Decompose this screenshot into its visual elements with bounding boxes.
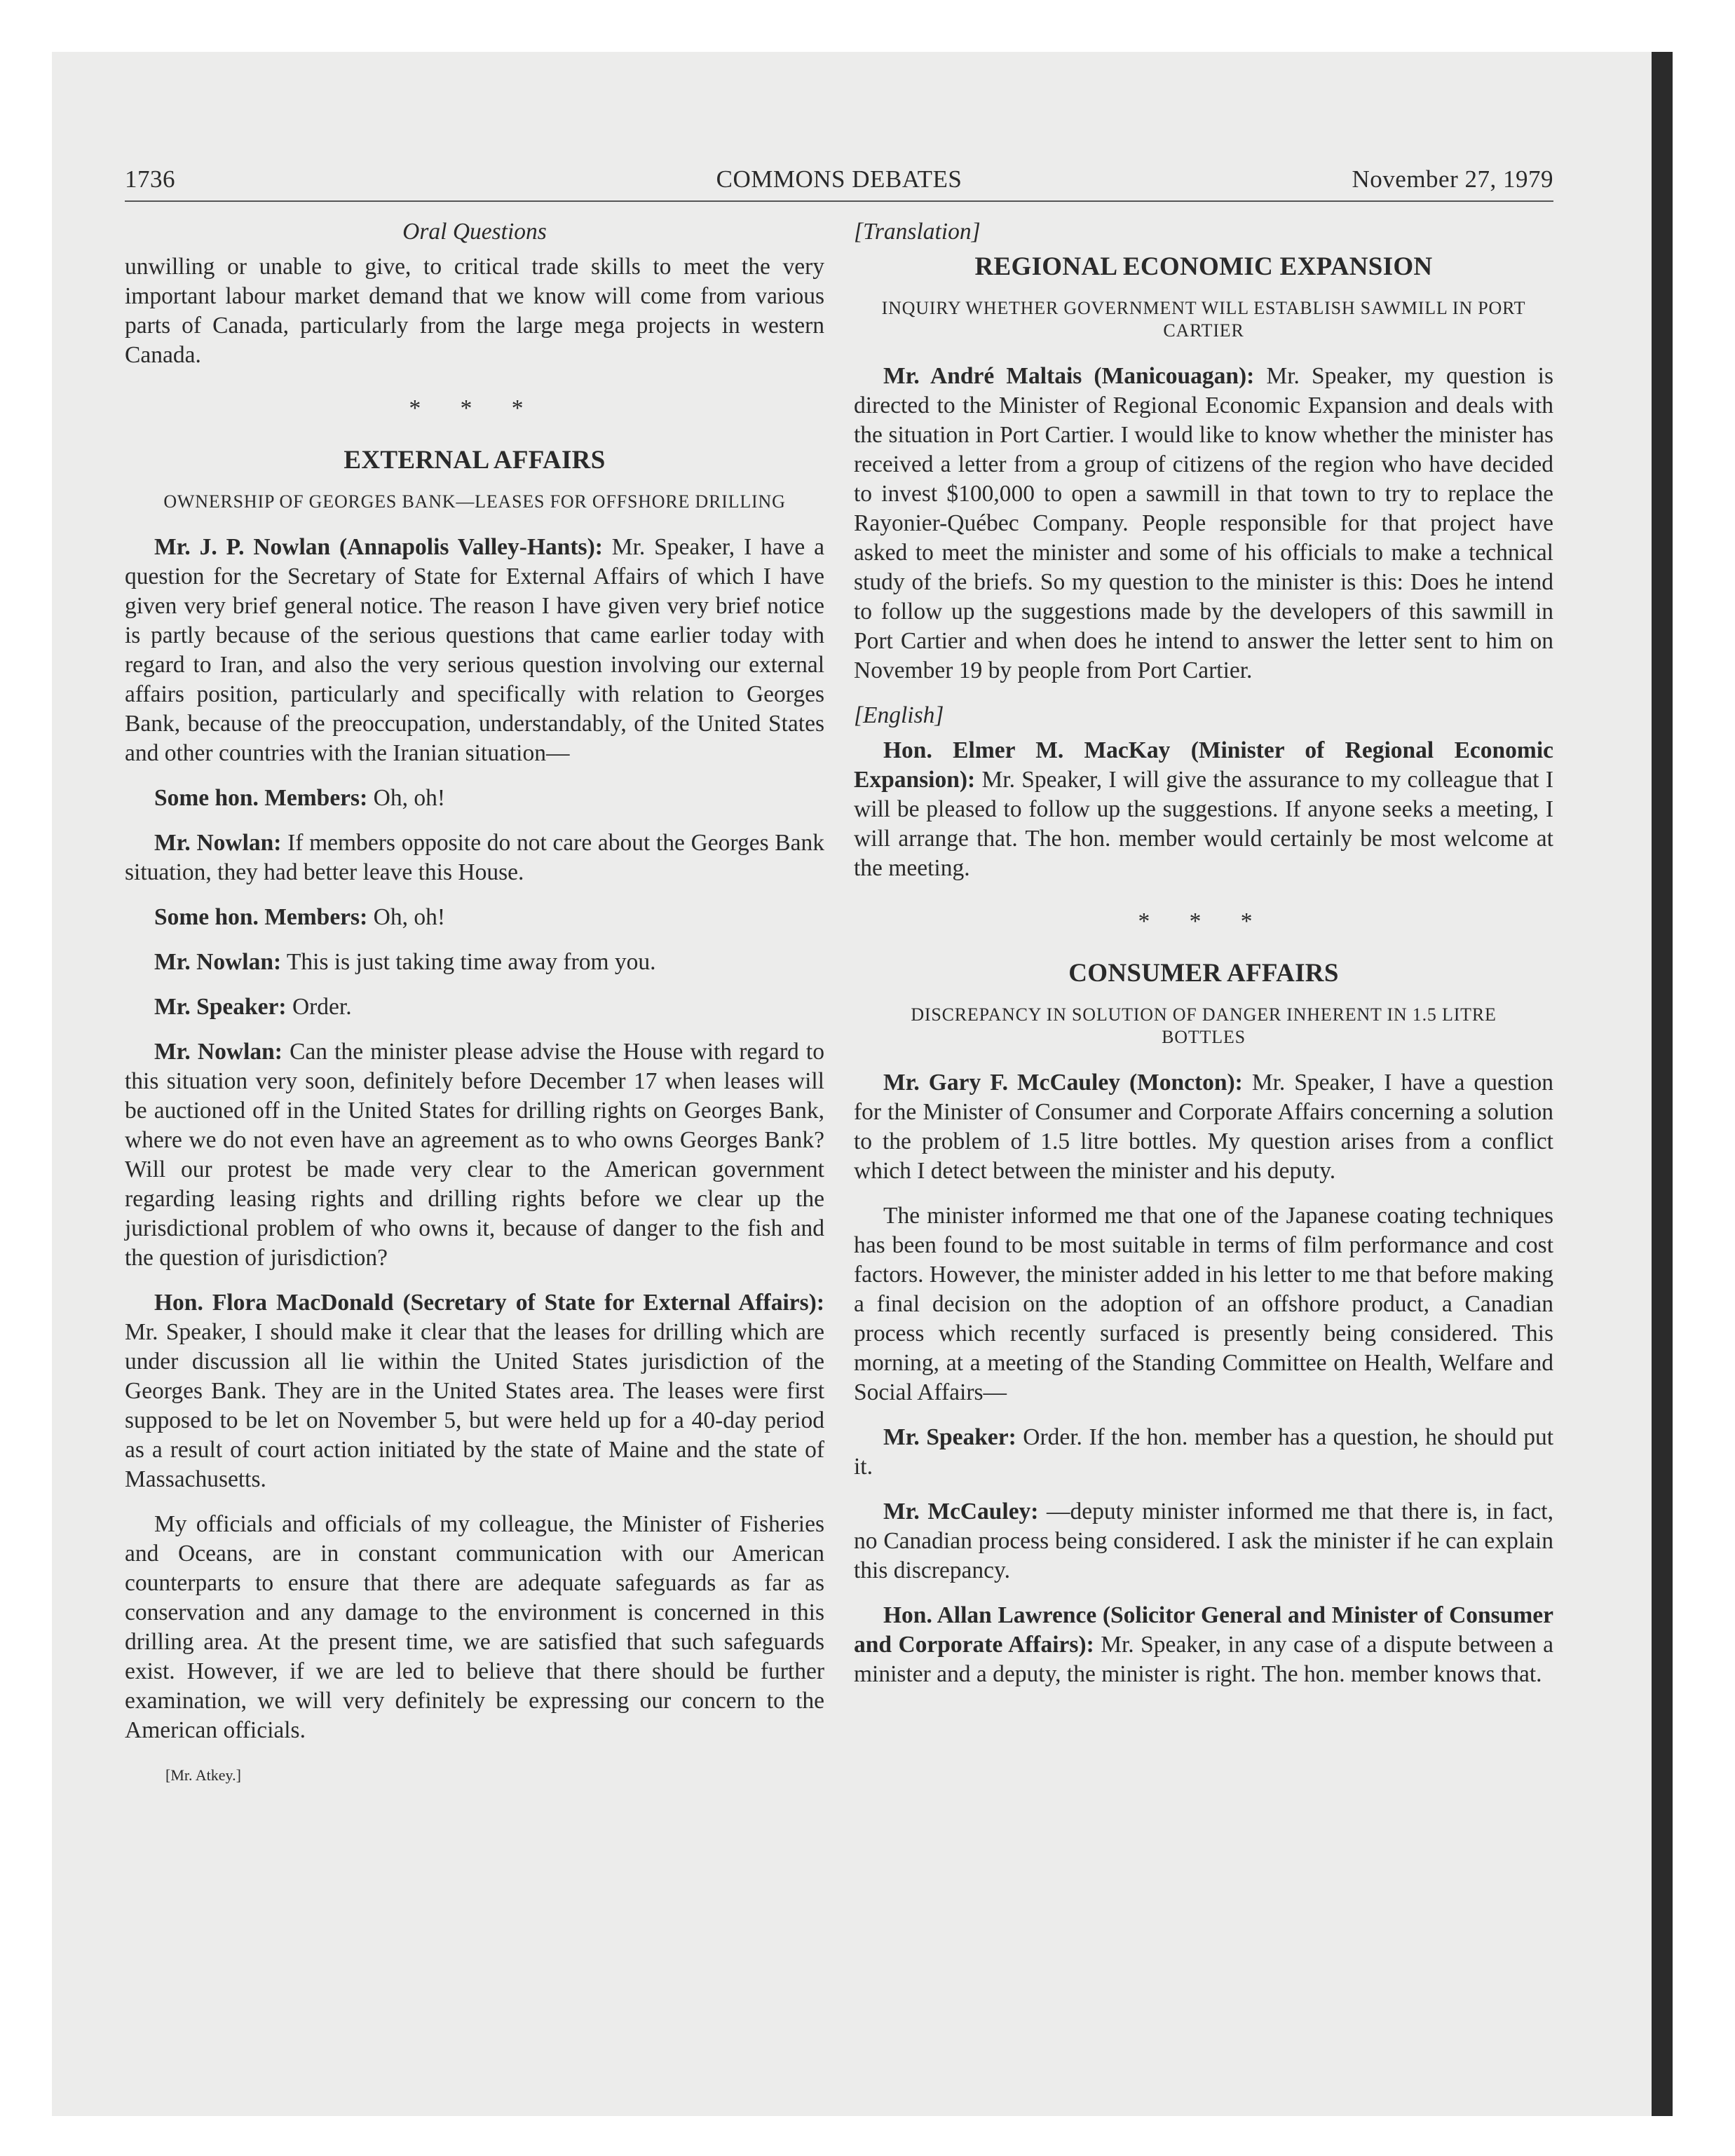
speaker-name: Some hon. Members: xyxy=(154,904,368,930)
speech-paragraph xyxy=(125,784,824,813)
speech-paragraph xyxy=(854,1068,1553,1186)
section-heading: CONSUMER AFFAIRS xyxy=(1068,959,1339,988)
paragraph: The minister informed me that one of the Japanese coating techniques has been found to be most suitable in terms of film performance and cost factors. However, the minister added in his letter to me that before making a final decision on the adoption of an offshore product, a Canadian process which recently surfaced is presently being considered. This morning, at a meeting of the Standing Committee on Health, Welfare and Social Affairs— xyxy=(854,1203,1553,1405)
publication-title: COMMONS DEBATES xyxy=(716,165,962,193)
paragraph: unwilling or unable to give, to critical trade skills to meet the very important labour market demand that we know will come from various parts of Canada, particularly from the large mega projects in western Canada. xyxy=(125,254,824,368)
running-head: Oral Questions xyxy=(402,219,547,245)
left-column xyxy=(125,217,824,1790)
speaker-name: Some hon. Members: xyxy=(154,785,368,811)
speech-paragraph xyxy=(854,1497,1553,1585)
header-rule xyxy=(125,200,1553,202)
speaker-name: Hon. Allan Lawrence (Solicitor General and Minister of Consumer and Corporate Affairs): xyxy=(854,1602,1553,1658)
subsection-heading: DISCREPANCY IN SOLUTION OF DANGER INHERENT IN 1.5 LITRE BOTTLES xyxy=(911,1004,1497,1047)
speech-text: Oh, oh! xyxy=(367,785,445,811)
speech-text: —deputy minister informed me that there is, in fact, no Canadian process being considered. I ask the minister if he can explain this discrepancy. xyxy=(854,1499,1553,1583)
speaker-name: Mr. Nowlan: xyxy=(154,830,282,856)
section-heading: EXTERNAL AFFAIRS xyxy=(343,446,606,475)
page-header xyxy=(125,165,1553,200)
speech-paragraph xyxy=(125,948,824,977)
speech-paragraph xyxy=(854,1601,1553,1689)
speaker-name: Mr. Speaker: xyxy=(883,1424,1016,1450)
speech-paragraph xyxy=(125,533,824,768)
speech-text: Mr. Speaker, I will give the assurance to my colleague that I will be pleased to follow up the suggestions. If anyone seeks a meeting, I will arrange that. The hon. member would certainly be most welcome at the meeting. xyxy=(854,767,1553,881)
footnote: [Mr. Atkey.] xyxy=(165,1766,241,1784)
right-column xyxy=(854,217,1553,1705)
speech-paragraph xyxy=(125,1037,824,1273)
speaker-name: Mr. Gary F. McCauley (Moncton): xyxy=(883,1070,1243,1096)
section-heading: REGIONAL ECONOMIC EXPANSION xyxy=(974,252,1433,281)
speech-text: Mr. Speaker, I have a question for the Secretary of State for External Affairs of which I have given very brief general notice. The reason I have given very brief notice is partly because of the serious questions that came earlier today with regard to Iran, and also the very serious question involving our external affairs position, particularly and specifically with relation to Georges Bank, because of the preoccupation, understandably, of the United States and other countries with the Iranian situation— xyxy=(125,534,824,766)
speaker-name: Mr. Speaker: xyxy=(154,994,287,1020)
speech-paragraph xyxy=(125,992,824,1022)
page-number: 1736 xyxy=(125,165,175,193)
speech-text: Order. xyxy=(286,994,352,1020)
speaker-name: Hon. Elmer M. MacKay (Minister of Regional Economic Expansion): xyxy=(854,737,1553,793)
publication-date: November 27, 1979 xyxy=(1352,165,1553,193)
speech-text: Mr. Speaker, I have a question for the Minister of Consumer and Corporate Affairs concerning a solution to the problem of 1.5 litre bottles. My question arises from a conflict which I detect between the minister and his deputy. xyxy=(854,1070,1553,1184)
speech-text: If members opposite do not care about the Georges Bank situation, they had better leave this House. xyxy=(125,830,824,885)
speech-paragraph xyxy=(125,1288,824,1494)
speech-text: Mr. Speaker, in any case of a dispute between a minister and a deputy, the minister is right. The hon. member knows that. xyxy=(854,1632,1553,1687)
language-tag: [English] xyxy=(854,702,944,728)
speaker-name: Mr. McCauley: xyxy=(883,1499,1039,1524)
speech-paragraph xyxy=(125,903,824,932)
speech-text: Can the minister please advise the House with regard to this situation very soon, definitely before December 17 when leases will be auctioned off in the United States for drilling rights on Georges Bank, where we do not even have an agreement as to who owns Georges Bank? Will our protest be made very clear to the American government regarding leasing rights and drilling rights before we clear up the jurisdictional problem of who owns it, because of danger to the fish and the question of jurisdiction? xyxy=(125,1039,824,1271)
speech-text: Oh, oh! xyxy=(367,904,445,930)
speaker-name: Mr. Nowlan: xyxy=(154,949,282,975)
subsection-heading: OWNERSHIP OF GEORGES BANK—LEASES FOR OFFSHORE DRILLING xyxy=(163,491,786,512)
speech-paragraph xyxy=(854,736,1553,883)
speaker-name: Mr. Nowlan: xyxy=(154,1039,283,1065)
speaker-name: Mr. André Maltais (Manicouagan): xyxy=(883,363,1255,389)
section-break: * * * xyxy=(1138,908,1270,934)
paragraph: My officials and officials of my colleague, the Minister of Fisheries and Oceans, are in constant communication with our American counterparts to ensure that there are adequate safeguards as far as conservation and any damage to the environment is concerned in this drilling area. At the present time, we are satisfied that such safeguards exist. However, if we are led to believe that there should be further examination, we will very definitely be expressing our concern to the American officials. xyxy=(125,1511,824,1743)
scan-edge-bar xyxy=(1652,52,1673,2116)
speaker-name: Mr. J. P. Nowlan (Annapolis Valley-Hants): xyxy=(154,534,603,560)
speech-text: This is just taking time away from you. xyxy=(281,949,656,975)
speech-text: Mr. Speaker, I should make it clear that the leases for drilling which are under discussion all lie within the United States jurisdiction of the Georges Bank. They are in the United States area. The leases were first supposed to be let on November 5, but were held up for a 40-day period as a result of court action initiated by the state of Maine and the state of Massachusetts. xyxy=(125,1319,824,1492)
speech-text: Order. If the hon. member has a question, he should put it. xyxy=(854,1424,1553,1480)
speech-paragraph xyxy=(854,1423,1553,1482)
speech-paragraph xyxy=(125,828,824,887)
subsection-heading: INQUIRY WHETHER GOVERNMENT WILL ESTABLISH SAWMILL IN PORT CARTIER xyxy=(881,298,1526,341)
section-break: * * * xyxy=(409,395,540,421)
speaker-name: Hon. Flora MacDonald (Secretary of State for External Affairs): xyxy=(154,1290,824,1316)
speech-paragraph xyxy=(854,362,1553,685)
translation-tag: [Translation] xyxy=(854,219,981,245)
speech-text: Mr. Speaker, my question is directed to the Minister of Regional Economic Expansion and deals with the situation in Port Cartier. I would like to know whether the minister has received a letter from a group of citizens of the region who have decided to invest $100,000 to open a sawmill in that town to try to replace the Rayonier-Québec Company. People responsible for that project have asked to meet the minister and some of his officials to make a technical study of the briefs. So my question to the minister is this: Does he intend to follow up the suggestions made by the developers of this sawmill in Port Cartier and when does he intend to answer the letter sent to him on November 19 by people from Port Cartier. xyxy=(854,363,1553,683)
